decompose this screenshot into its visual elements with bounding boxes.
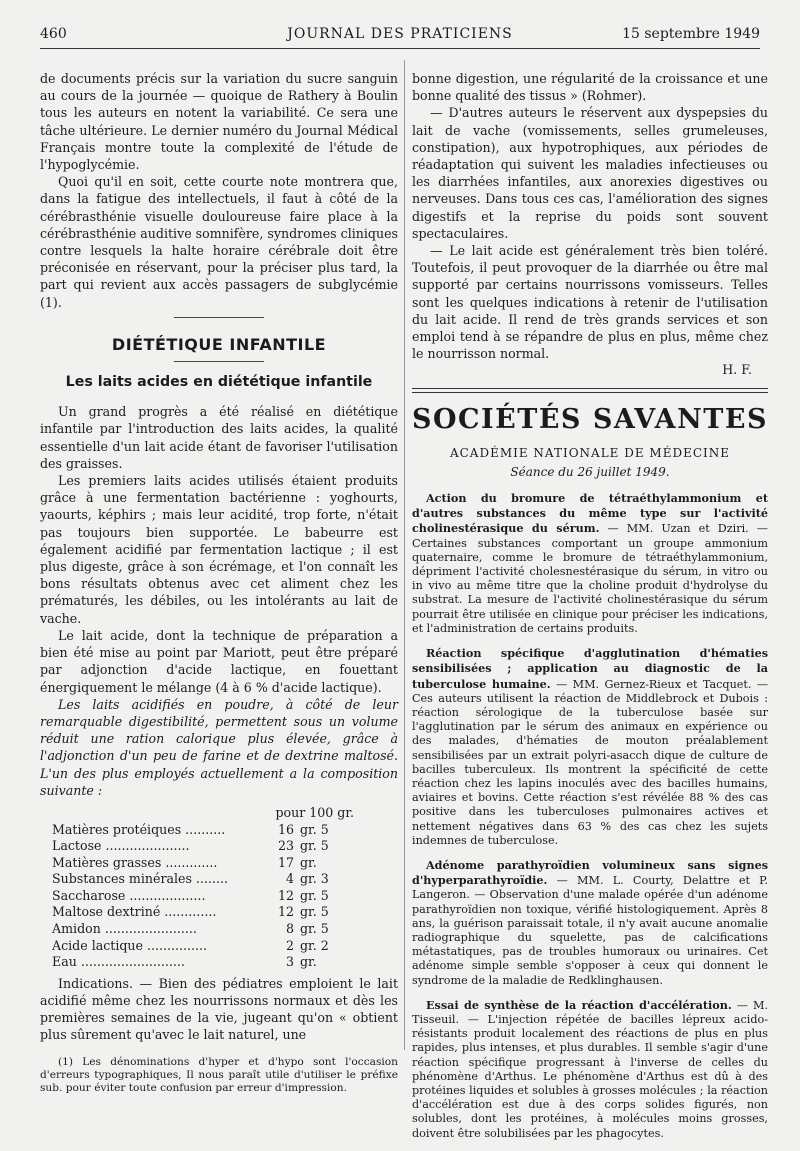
column-divider <box>404 60 405 1050</box>
page-number: 460 <box>40 26 67 42</box>
article <box>412 491 768 636</box>
row-unit: gr. 3 <box>300 871 329 887</box>
table-row <box>52 954 398 971</box>
row-name: Substances minérales ........ <box>52 871 228 887</box>
table-row <box>52 822 398 839</box>
table-header: pour 100 gr. <box>275 804 354 820</box>
row-value: 8 <box>285 921 294 937</box>
row-value: 17 <box>277 854 294 870</box>
article-body: — MM. Gernez-Rieux et Tacquet. — Ces auteurs utilisent la réaction de Middlebrock et Dubois : réaction sérologique de la tuberculose basée sur l'agglutination par le sérum des animaux en expérience ou des malades, d'hématies de mouton préalablement sensibilisées par un extrait polyri-asacch dique de culture de bacilles tuberculeux. Ils montrent la spécificité de cette réaction chez les lapins inoculés avec des bacilles humains, aviaires et bovins. Cette réaction s'est révélée 88 % des cas positive dans les tuberculoses pulmonaires actives et nettement négatives dans 63 % des cas chez les sujets indemnes de tuberculose. <box>412 677 769 847</box>
paragraph: Un grand progrès a été réalisé en diététique infantile par l'introduction des laits acides, la qualité essentielle d'un lait acide étant de favoriser l'utilisation des graisses. <box>40 404 398 471</box>
row-unit: gr. 5 <box>300 921 329 937</box>
row-name: Amidon ....................... <box>52 921 197 937</box>
section-title: DIÉTÉTIQUE INFANTILE <box>111 334 327 354</box>
row-value: 12 <box>277 904 294 920</box>
issue-date: 15 septembre 1949 <box>622 26 760 42</box>
row-name: Maltose dextriné ............. <box>52 904 217 920</box>
section-heading: SOCIÉTÉS SAVANTES <box>412 404 768 436</box>
separator <box>174 361 264 362</box>
row-unit: gr. 5 <box>300 904 329 920</box>
row-name: Acide lactique ............... <box>52 937 208 953</box>
row-value: 2 <box>285 937 294 953</box>
right-column <box>412 70 768 1151</box>
row-name: Matières protéiques .......... <box>52 821 226 837</box>
row-unit: gr. 5 <box>300 838 329 854</box>
row-name: Saccharose ................... <box>52 887 206 903</box>
row-value: 4 <box>285 871 294 887</box>
article-title: Action du bromure de tétraéthylammonium et d'autres substances du même type sur l'activité cholinestérasique du sérum. <box>412 491 768 536</box>
article-body: — M. Tisseuil. — L'injection répétée de bacilles lépreux acido-résistants produit localement des réactions de plus en plus rapides, plus intenses, et plus durables. Il semble s'agir d'une réaction spécifique progressant à l'inverse de celles du phénomène d'Arthus. Le phénomène d'Arthus est dû à des protéines liquides et solubles à grosses molécules ; la réaction d'accélération est due à des corps solides figurés, non solubles, dont les protéines, à molécules moins grosses, doivent être solubilisées par les phagocytes. <box>412 998 768 1140</box>
article-title: Adénome parathyroïdien volumineux sans signes d'hyperparathyroïdie. <box>412 857 768 888</box>
journal-title: JOURNAL DES PRATICIENS <box>287 26 513 42</box>
article-body: — MM. L. Courty, Delattre et P. Langeron. — Observation d'une malade opérée d'un adénome parathyroïdien non toxique, vérifié histologiquement. Après 8 ans, la guérison paraissait totale, il n'y avait aucune anomalie radiographique du squelette, pas de calcifications métastatiques, pas de troubles humoraux ou urinaires. Cet adénome simple semble s'opposer à ceux qui donnent le syndrome de la maladie de Redklinghausen. <box>412 874 768 987</box>
row-unit: gr. 5 <box>300 821 329 837</box>
subsection-title: Les laits acides en diététique infantile <box>65 374 373 391</box>
row-unit: gr. 2 <box>300 937 329 953</box>
article-body: — MM. Uzan et Dziri. — Certaines substances comportant un groupe ammonium quaternaire, comme le bromure de tétraéthylammonium, dépriment l'activité cholesnestérasique du sérum, in vitro ou in vivo au même titre que la choline produit d'hydrolyse du substrat. La mesure de l'activité cholinestérasique du sérum pourrait être utilisée en clinique pour préciser les indications, et l'administration de certains produits. <box>412 522 768 635</box>
row-value: 16 <box>277 821 294 837</box>
paragraph: de documents précis sur la variation du sucre sanguin au cours de la journée — quoique de Rathery à Boulin tous les auteurs en notent la variabilité. Ce sera une tâche ultérieure. Le dernier numéro du Journal Médical Français montre toute la complexité de l'étude de l'hypoglycémie. <box>40 71 398 173</box>
article <box>412 646 768 848</box>
article <box>412 858 768 988</box>
row-unit: gr. <box>300 954 317 970</box>
header-rule <box>40 48 760 49</box>
paragraph: Indications. — Bien des pédiatres emploient le lait acidifié même chez les nourrissons normaux et dès les premières semaines de la vie, jugeant qu'on « obtient plus sûrement qu'avec le lait naturel, une <box>40 975 398 1043</box>
paragraph: Les premiers laits acides utilisés étaient produits grâce à une fermentation bactérienne : yoghourts, yaourts, képhirs ; mais leur acidité, trop forte, n'était pas toujours bien supportée. Le babeurre est également acidifié par fermentation lactique ; il est plus digeste, grâce à son écrémage, et l'on connaît les bons résultats obtenus avec cet aliment chez les prématurés, les débiles, ou les intolérants au lait de vache. <box>40 473 398 626</box>
session-date: Séance du 26 juillet 1949. <box>510 464 670 479</box>
academy-name: ACADÉMIE NATIONALE DE MÉDECINE <box>449 445 731 460</box>
double-rule <box>412 388 768 393</box>
row-unit: gr. <box>300 854 317 870</box>
paragraph: Quoi qu'il en soit, cette courte note montrera que, dans la fatigue des intellectuels, il faut à côté de la cérébrasthénie visuelle douloureuse faire place à la cérébrasthénie auditive somnifère, syndromes cliniques contre lesquels la halte horaire cérébrale doit être préconisée en réservant, pour la préciser plus tard, la part qui revient aux accès passagers de subglycémie (1). <box>40 174 398 310</box>
table-row <box>52 904 398 921</box>
row-value: 12 <box>277 887 294 903</box>
row-name: Eau .......................... <box>52 954 185 970</box>
table-row <box>52 838 398 855</box>
left-column <box>40 70 398 1095</box>
paragraph: bonne digestion, une régularité de la croissance et une bonne qualité des tissus » (Rohmer). <box>412 71 768 104</box>
row-value: 23 <box>277 838 294 854</box>
table-row <box>52 855 398 872</box>
separator <box>174 317 264 318</box>
article <box>412 998 768 1141</box>
row-value: 3 <box>285 954 294 970</box>
article-title: Essai de synthèse de la réaction d'accélération. <box>426 997 732 1012</box>
composition-table <box>52 805 398 971</box>
row-unit: gr. 5 <box>300 887 329 903</box>
signature: H. F. <box>722 362 752 378</box>
footnote: (1) Les dénominations d'hyper et d'hypo sont l'occasion d'erreurs typographiques, Il nous paraît utile d'utiliser le préfixe sub. pour éviter toute confusion par erreur d'impression. <box>40 1055 398 1095</box>
row-name: Lactose ..................... <box>52 838 190 854</box>
table-row <box>52 871 398 888</box>
table-row <box>52 938 398 955</box>
paragraph: — D'autres auteurs le réservent aux dyspepsies du lait de vache (vomissements, selles grumeleuses, constipation), aux hypotrophiques, aux périodes de réadaptation qui suivent les maladies infectieuses ou les diarrhées infantiles, aux anorexies digestives ou nerveuses. Dans tous ces cas, l'amélioration des signes digestifs et la reprise du poids sont souvent spectaculaires. <box>412 105 768 241</box>
table-row <box>52 921 398 938</box>
page-header <box>40 26 760 46</box>
row-name: Matières grasses ............. <box>52 854 218 870</box>
table-row <box>52 888 398 905</box>
paragraph: Les laits acidifiés en poudre, à côté de leur remarquable digestibilité, permettent sous un volume réduit une ration calorique plus élevée, grâce à l'adjonction d'un peu de farine et de dextrine maltosé. L'un des plus employés actuellement a la composition suivante : <box>40 696 398 798</box>
paragraph: Le lait acide, dont la technique de préparation a bien été mise au point par Mariott, peut être préparé par adjonction d'acide lactique, en fouettant énergiquement le mélange (4 à 6 % d'acide lactique). <box>40 627 398 695</box>
paragraph: — Le lait acide est généralement très bien toléré. Toutefois, il peut provoquer de la diarrhée ou être mal supporté par certains nourrissons vomisseurs. Telles sont les quelques indications à retenir de l'utilisation du lait acide. Il rend de très grands services et son emploi tend à se répandre de plus en plus, même chez le nourrisson normal. <box>412 243 768 362</box>
article-title: Réaction spécifique d'agglutination d'hématies sensibilisées ; application au diagnostic de la tuberculose humaine. <box>412 646 768 691</box>
